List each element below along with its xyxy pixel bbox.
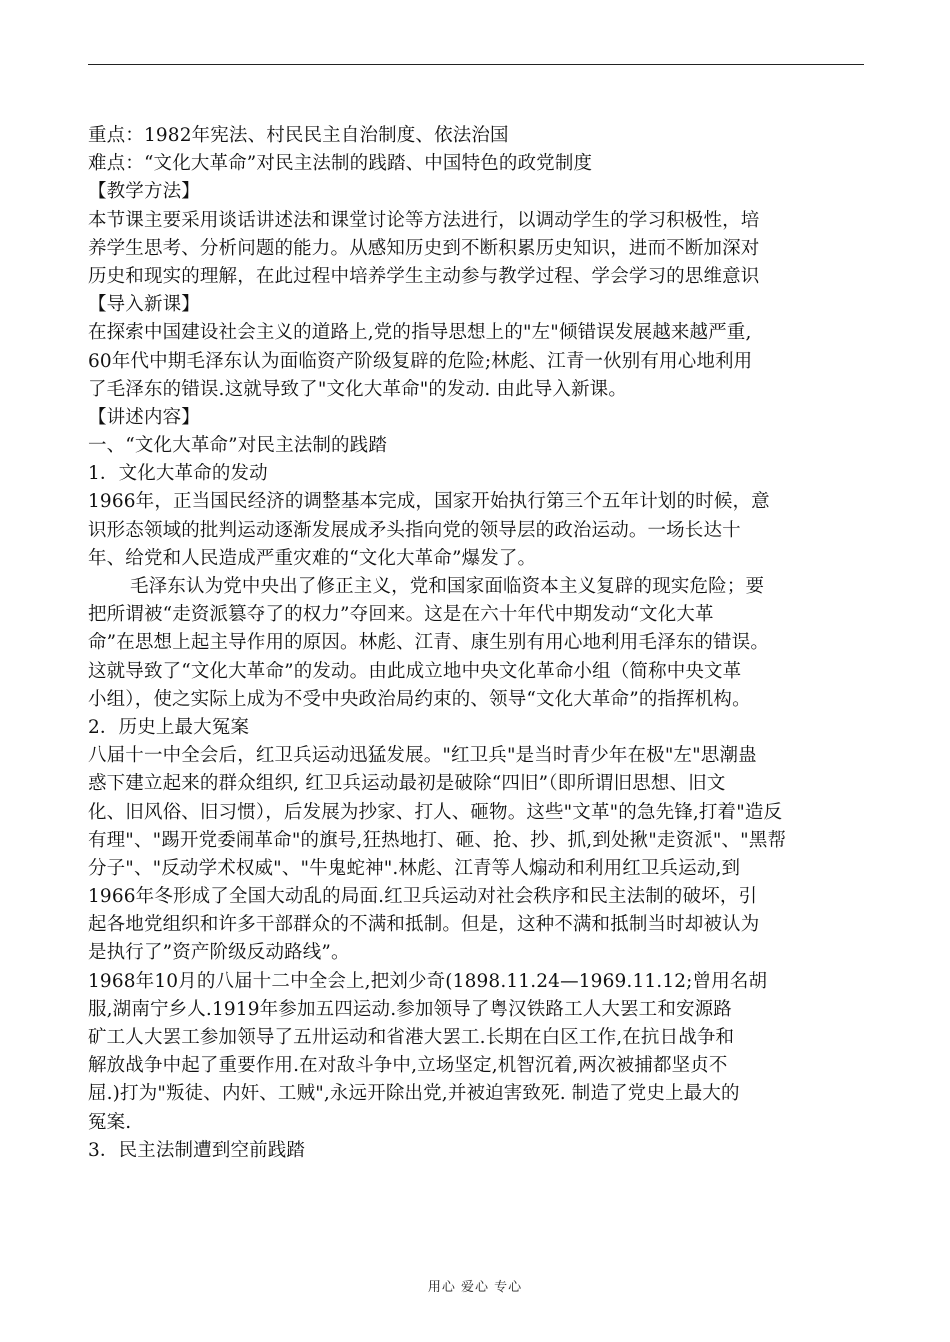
text-line: 小组），使之实际上成为不受中央政治局约束的、领导“文化大革命”的指挥机构。 <box>88 688 751 710</box>
text-line: 解放战争中起了重要作用.在对敌斗争中,立场坚定,机智沉着,两次被捕都坚贞不 <box>88 1055 728 1077</box>
section-heading-content: 【讲述内容】 <box>88 406 200 428</box>
text-line: 历史和现实的理解，在此过程中培养学生主动参与教学过程、学会学习的思维意识 <box>88 265 760 287</box>
text-line: 冤案. <box>88 1111 132 1133</box>
text-line: 命”在思想上起主导作用的原因。林彪、江青、康生别有用心地利用毛泽东的错误。 <box>88 632 770 654</box>
text-line: 这就导致了“文化大革命”的发动。由此成立地中央文化革命小组（简称中央文革 <box>88 660 742 682</box>
subheading-item-3: 3．民主法制遭到空前践踏 <box>88 1139 306 1161</box>
difficult-points-line: 难点：“文化大革命”对民主法制的践踏、中国特色的政党制度 <box>88 153 593 175</box>
subheading-item-2: 2．历史上最大冤案 <box>88 716 250 738</box>
text-line: 识形态领域的批判运动逐渐发展成矛头指向党的领导层的政治运动。一场长达十 <box>88 519 741 541</box>
subheading-item-1: 1．文化大革命的发动 <box>88 463 268 485</box>
section-heading-introduction: 【导入新课】 <box>88 294 200 316</box>
indented-text-line: 毛泽东认为党中央出了修正主义，党和国家面临资本主义复辟的现实危险；要 <box>130 576 765 597</box>
text-line: 本节课主要采用谈话讲述法和课堂讨论等方法进行，以调动学生的学习积极性，培 <box>88 209 760 231</box>
header-rule <box>88 64 864 65</box>
document-body <box>88 122 878 1165</box>
text-line: 养学生思考、分析问题的能力。从感知历史到不断积累历史知识，进而不断加深对 <box>88 237 760 259</box>
text-line: 矿工人大罢工参加领导了五卅运动和省港大罢工.长期在白区工作,在抗日战争和 <box>88 1027 735 1048</box>
text-line: 1966年，正当国民经济的调整基本完成，国家开始执行第三个五年计划的时候，意 <box>88 491 770 513</box>
text-line: 是执行了”资产阶级反动路线”。 <box>88 942 350 964</box>
text-line: 把所谓被“走资派篡夺了的权力”夺回来。这是在六十年代中期发动“文化大革 <box>88 604 714 626</box>
text-line: 屈.)打为"叛徒、内奸、工贼",永远开除出党,并被迫害致死. 制造了党史上最大的 <box>88 1083 740 1105</box>
text-line: 年、给党和人民造成严重灾难的“文化大革命”爆发了。 <box>88 547 537 569</box>
text-line: 1968年10月的八届十二中全会上,把刘少奇(1898.11.24—1969.11.12;曾用名胡 <box>88 970 768 992</box>
text-line: 了毛泽东的错误.这就导致了"文化大革命"的发动. 由此导入新课。 <box>88 378 627 400</box>
page-footer: 用心 爱心 专心 <box>427 1280 523 1295</box>
text-line: 60年代中期毛泽东认为面临资产阶级复辟的危险;林彪、江青一伙别有用心地利用 <box>88 350 753 372</box>
text-line: 分子"、"反动学术权威"、"牛鬼蛇神".林彪、江青等人煽动和利用红卫兵运动,到 <box>88 857 741 879</box>
key-points-line: 重点：1982年宪法、村民民主自治制度、依法治国 <box>88 125 509 146</box>
text-line: 有理"、"踢开党委闹革命"的旗号,狂热地打、砸、抢、抄、抓,到处揪"走资派"、"黑帮 <box>88 829 787 851</box>
text-line: 1966年冬形成了全国大动乱的局面.红卫兵运动对社会秩序和民主法制的破坏，引 <box>88 886 758 908</box>
text-line: 化、旧风俗、旧习惯），后发展为抄家、打人、砸物。这些"文革"的急先锋,打着"造反 <box>88 801 783 823</box>
text-line: 起各地党组织和许多干部群众的不满和抵制。但是，这种不满和抵制当时却被认为 <box>88 914 760 936</box>
text-line: 服,湖南宁乡人.1919年参加五四运动.参加领导了粤汉铁路工人大罢工和安源路 <box>88 998 732 1020</box>
subheading-part-one: 一、“文化大革命”对民主法制的践踏 <box>88 435 387 457</box>
section-heading-teaching-method: 【教学方法】 <box>88 181 200 203</box>
text-line: 惑下建立起来的群众组织, 红卫兵运动最初是破除“四旧”（即所谓旧思想、旧文 <box>88 773 726 795</box>
text-line: 八届十一中全会后，红卫兵运动迅猛发展。"红卫兵"是当时青少年在极"左"思潮蛊 <box>88 745 757 767</box>
text-line: 在探索中国建设社会主义的道路上,党的指导思想上的"左"倾错误发展越来越严重, <box>88 322 752 344</box>
